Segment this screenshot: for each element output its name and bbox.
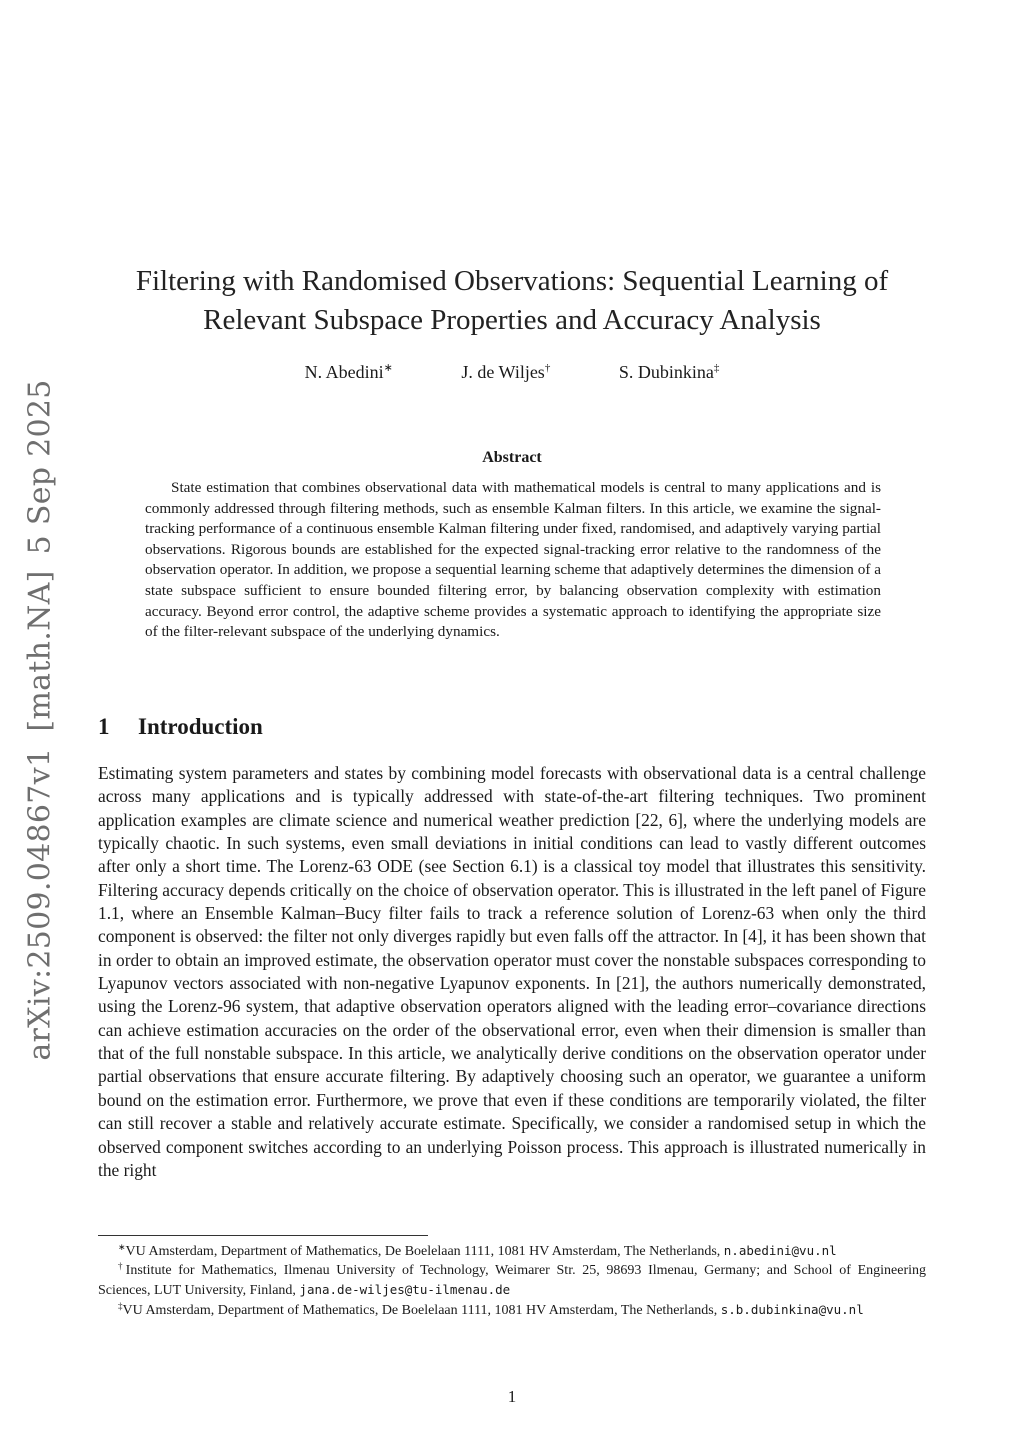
footnote-email: n.abedini@vu.nl xyxy=(723,1243,837,1258)
author-name: N. Abedini xyxy=(304,362,384,382)
arxiv-identifier-stamp xyxy=(23,379,58,1060)
footnote-1 xyxy=(98,1241,926,1261)
abstract-heading: Abstract xyxy=(482,449,542,466)
footnote-text: VU Amsterdam, Department of Mathematics, De Boelelaan 1111, 1081 HV Amsterdam, The Netherlands, xyxy=(125,1244,721,1259)
footnote-2 xyxy=(98,1261,926,1300)
author-footnote-mark: ‡ xyxy=(713,362,720,374)
footnote-text: Institute for Mathematics, Ilmenau University of Technology, Weimarer Str. 25, 98693 Ilmenau, Germany; and School of Engineering Sciences, LUT University, Finland, xyxy=(98,1263,926,1298)
section-heading xyxy=(98,714,263,740)
author-footnote-mark: ∗ xyxy=(383,362,393,374)
author-footnote-mark: † xyxy=(544,362,551,374)
section-title: Introduction xyxy=(138,714,263,739)
abstract-text: State estimation that combines observational data with mathematical models is central to many applications and is commonly addressed through filtering methods, such as ensemble Kalman filters. In this article, we examine the signal-tracking performance of a continuous ensemble Kalman filtering under fixed, randomised, and adaptively varying partial observations. Rigorous bounds are established for the expected signal-tracking error relative to the randomness of the observation operator. In addition, we propose a sequential learning scheme that adaptively determines the dimension of a state subspace sufficient to ensure bounded filtering error, by balancing observation complexity with estimation accuracy. Beyond error control, the adaptive scheme provides a systematic approach to identifying the appropriate size of the filter-relevant subspace of the underlying dynamics. xyxy=(145,479,881,641)
author-2 xyxy=(461,362,550,383)
footnote-text: VU Amsterdam, Department of Mathematics, De Boelelaan 1111, 1081 HV Amsterdam, The Netherlands, xyxy=(122,1303,718,1318)
arxiv-category: [math.NA] xyxy=(22,570,58,732)
arxiv-date: 5 Sep 2025 xyxy=(22,379,58,555)
footnote-mark: ‡ xyxy=(118,1301,123,1311)
author-name: J. de Wiljes xyxy=(461,362,545,382)
footnotes xyxy=(98,1241,926,1320)
footnote-mark: ∗ xyxy=(118,1242,126,1252)
author-1 xyxy=(305,362,393,383)
footnote-3 xyxy=(98,1300,926,1320)
section-number: 1 xyxy=(98,714,110,739)
footnote-divider xyxy=(98,1235,428,1236)
introduction-paragraph: Estimating system parameters and states by combining model forecasts with observational data is a central challenge across many applications and is typically addressed with state-of-the-art filtering techniques. Two prominent application examples are climate science and numerical weather prediction [22, 6], where the underlying models are typically chaotic. In such systems, even small deviations in initial conditions can lead to vastly different outcomes after only a short time. The Lorenz-63 ODE (see Section 6.1) is a classical toy model that illustrates this sensitivity. Filtering accuracy depends critically on the choice of observation operator. This is illustrated in the left panel of Figure 1.1, where an Ensemble Kalman–Bucy filter fails to track a reference solution of Lorenz-63 when only the third component is observed: the filter not only diverges rapidly but even falls off the attractor. In [4], it has been shown that in order to obtain an improved estimate, the observation operator must cover the nonstable subspaces corresponding to Lyapunov vectors associated with non-negative Lyapunov exponents. In [21], the authors numerically demonstrated, using the Lorenz-96 system, that adaptive observation operators aligned with the leading error–covariance directions can achieve estimation accuracies on the order of the observational error, even when their dimension is smaller than that of the full nonstable subspace. In this article, we analytically derive conditions on the observation operator under partial observations that ensure accurate filtering. By adaptively choosing such an operator, we guarantee a uniform bound on the estimation error. Furthermore, we prove that even if these conditions are temporarily violated, the filter can still recover a stable and relatively accurate estimate. Specifically, we consider a randomised setup in which the observed component switches according to an underlying Poisson process. This approach is illustrated numerically in the right xyxy=(98,763,926,1180)
page-number: 1 xyxy=(507,1387,517,1406)
footnote-mark: † xyxy=(118,1261,126,1271)
author-list xyxy=(0,362,1024,383)
author-3 xyxy=(619,362,720,383)
footnote-email: s.b.dubinkina@vu.nl xyxy=(720,1302,864,1317)
author-name: S. Dubinkina xyxy=(618,362,714,382)
arxiv-id: arXiv:2509.04867v1 xyxy=(22,747,58,1061)
footnote-email: jana.de-wiljes@tu-ilmenau.de xyxy=(299,1282,511,1297)
paper-title: Filtering with Randomised Observations: Sequential Learning of Relevant Subspace Properties and Accuracy Analysis xyxy=(135,265,889,336)
